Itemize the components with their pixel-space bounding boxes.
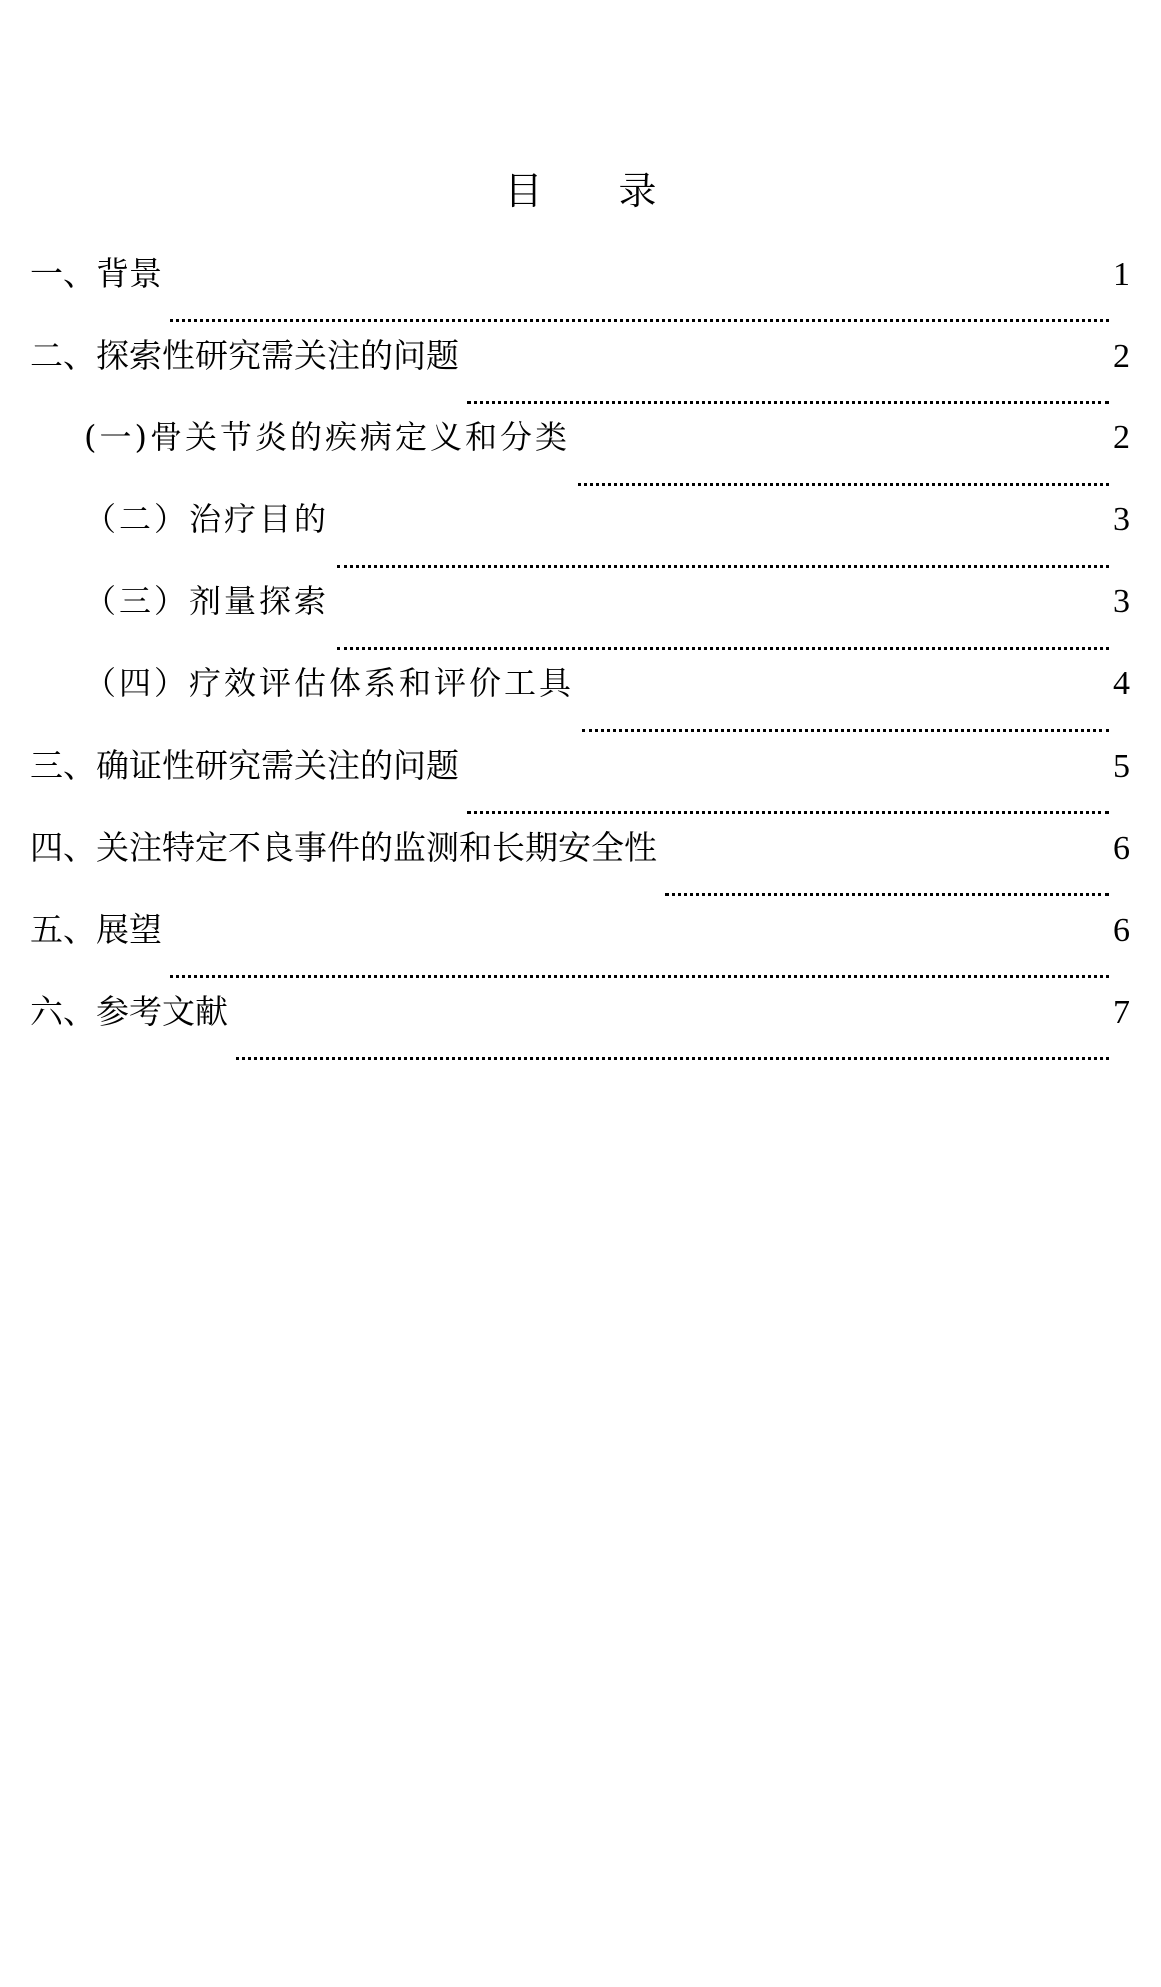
- toc-page-number: 3: [1113, 583, 1130, 620]
- toc-page-number: 2: [1113, 338, 1130, 375]
- toc-entry-label: 一、背景: [30, 254, 162, 293]
- toc-entry-references[interactable]: [30, 986, 1130, 1068]
- toc-entry-label: 六、参考文献: [30, 992, 228, 1031]
- dot-leader: [467, 401, 1109, 404]
- toc-list: [30, 248, 1130, 1068]
- toc-entry-efficacy-evaluation[interactable]: [30, 658, 1130, 740]
- toc-entry-label: （二）治疗目的: [84, 500, 330, 538]
- dot-leader: [337, 565, 1109, 568]
- toc-entry-treatment-purpose[interactable]: [30, 494, 1130, 576]
- toc-entry-exploratory-research[interactable]: [30, 330, 1130, 412]
- toc-entry-confirmatory-research[interactable]: [30, 740, 1130, 822]
- toc-page-number: 4: [1113, 665, 1130, 702]
- toc-page-number: 5: [1113, 748, 1130, 785]
- toc-page-number: 2: [1113, 419, 1130, 456]
- toc-entry-label: 四、关注特定不良事件的监测和长期安全性: [30, 828, 657, 867]
- toc-entry-outlook[interactable]: [30, 904, 1130, 986]
- toc-entry-label: （三）剂量探索: [84, 582, 330, 620]
- dot-leader: [582, 729, 1109, 732]
- toc-entry-adverse-events[interactable]: [30, 822, 1130, 904]
- toc-page-number: 3: [1113, 501, 1130, 538]
- toc-entry-background[interactable]: [30, 248, 1130, 330]
- dot-leader: [236, 1057, 1109, 1060]
- toc-entry-disease-definition[interactable]: [30, 412, 1130, 494]
- dot-leader: [665, 893, 1109, 896]
- toc-entry-label: 五、展望: [30, 910, 162, 949]
- toc-page-number: 6: [1113, 912, 1130, 949]
- toc-page-number: 7: [1113, 994, 1130, 1031]
- toc-entry-label: 三、确证性研究需关注的问题: [30, 746, 459, 785]
- toc-page-number: 1: [1113, 256, 1130, 293]
- toc-entry-label: 二、探索性研究需关注的问题: [30, 336, 459, 375]
- toc-title: 目 录: [504, 169, 689, 213]
- dot-leader: [578, 483, 1109, 486]
- dot-leader: [170, 975, 1109, 978]
- dot-leader: [170, 319, 1109, 322]
- toc-entry-label: (一)骨关节炎的疾病定义和分类: [84, 418, 570, 456]
- dot-leader: [467, 811, 1109, 814]
- dot-leader: [337, 647, 1109, 650]
- toc-entry-dose-exploration[interactable]: [30, 576, 1130, 658]
- toc-page-number: 6: [1113, 830, 1130, 867]
- toc-entry-label: （四）疗效评估体系和评价工具: [84, 664, 575, 702]
